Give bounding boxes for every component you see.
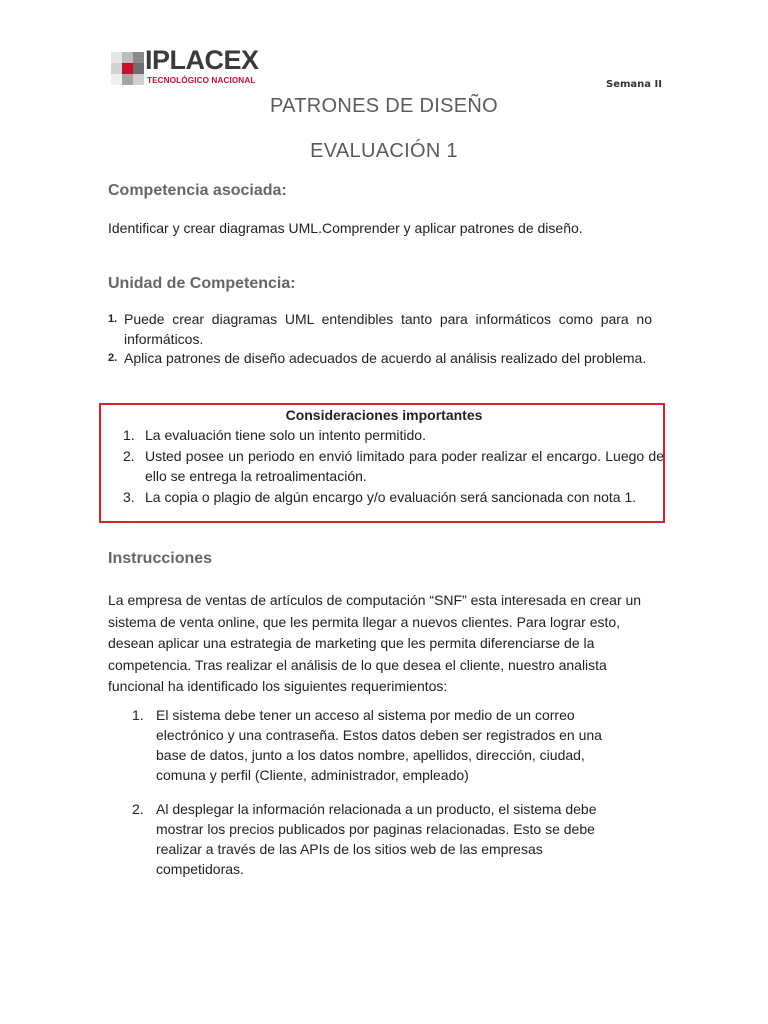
- list-item-text: Usted posee un periodo en envió limitado para poder realizar el encargo. Luego de ello se entrega la retroalimentación.: [145, 447, 664, 484]
- iplacex-logo: [111, 45, 271, 90]
- requirements-list: [132, 799, 632, 879]
- list-item: [121, 425, 664, 446]
- logo-tagline: TECNOLÓGICO NACIONAL: [147, 76, 256, 85]
- logo-mosaic-icon: [111, 52, 145, 86]
- document-title: PATRONES DE DISEÑO: [269, 95, 499, 117]
- list-number: 3.: [123, 488, 135, 505]
- list-item: [108, 310, 652, 349]
- unidad-list: [108, 310, 652, 369]
- list-item-text: La evaluación tiene solo un intento permitido.: [145, 427, 426, 443]
- competencia-text: Identificar y crear diagramas UML.Comprender y aplicar patrones de diseño.: [108, 220, 583, 236]
- list-number: 2.: [108, 352, 118, 364]
- consideraciones-title: Consideraciones importantes: [285, 407, 483, 423]
- list-item-text: Al desplegar la información relacionada a un producto, el sistema debe mostrar los precios publicados por paginas relacionadas. Esto se debe realizar a través de las APIs de los sitios web de las empresas competidoras.: [156, 801, 597, 877]
- list-item-text: Puede crear diagramas UML entendibles tanto para informáticos como para no informáticos.: [124, 311, 652, 347]
- consideraciones-box: [99, 403, 665, 523]
- instrucciones-heading: Instrucciones: [108, 550, 213, 567]
- list-item: [132, 799, 632, 879]
- list-item: [132, 705, 632, 785]
- list-item-text: El sistema debe tener un acceso al sistema por medio de un correo electrónico y una contraseña. Estos datos deben ser registrados en una base de datos, junto a los datos nombre, apellidos, dirección, ciudad, comuna y perfil (Cliente, administrador, empleado): [156, 707, 602, 783]
- list-number: 1.: [132, 707, 144, 723]
- list-number: 2.: [132, 801, 144, 817]
- instrucciones-intro: La empresa de ventas de artículos de computación “SNF” esta interesada en crear un sistema de venta online, que les permita llegar a nuevos clientes. Para lograr esto, desean aplicar una estrategia de marketing que les permita diferenciarse de la competencia. Tras realizar el análisis de lo que desea el cliente, nuestro analista funcional ha identificado los siguientes requerimientos:: [108, 592, 642, 694]
- document-subtitle: EVALUACIÓN 1: [310, 140, 458, 162]
- unidad-heading: Unidad de Competencia:: [108, 275, 296, 292]
- list-item: [121, 446, 664, 487]
- list-item-text: La copia o plagio de algún encargo y/o evaluación será sancionada con nota 1.: [145, 488, 637, 505]
- list-number: 1.: [108, 313, 118, 325]
- logo-wordmark: IPLACEX: [145, 45, 259, 75]
- list-item-text: Aplica patrones de diseño adecuados de acuerdo al análisis realizado del problema.: [124, 350, 647, 366]
- consideraciones-list: [121, 425, 664, 507]
- list-number: 1.: [123, 427, 135, 443]
- list-item: [121, 487, 664, 508]
- list-item: [108, 349, 652, 369]
- requirements-list: [132, 705, 632, 785]
- competencia-heading: Competencia asociada:: [108, 182, 287, 199]
- list-number: 2.: [123, 447, 135, 464]
- week-label: Semana II: [606, 79, 662, 90]
